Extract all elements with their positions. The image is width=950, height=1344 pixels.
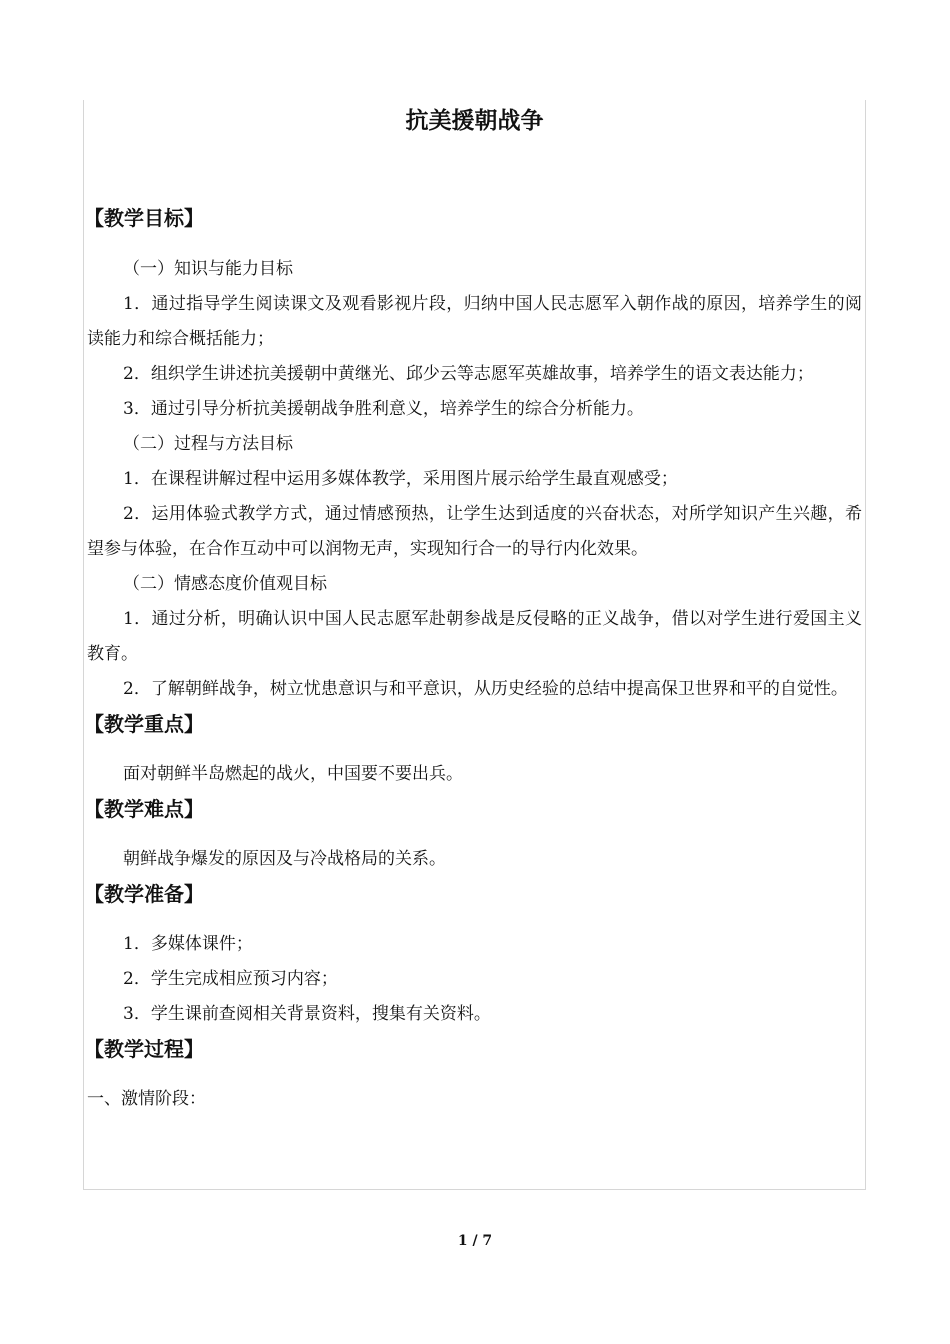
document-title: 抗美援朝战争: [405, 108, 544, 134]
objective-paragraph: 2．运用体验式教学方式，通过情感预热，让学生达到适度的兴奋状态，对所学知识产生兴趣，希望参与体验，在合作互动中可以润物无声，实现知行合一的导行内化效果。: [87, 504, 862, 559]
objective-paragraph: 1．通过指导学生阅读课文及观看影视片段，归纳中国人民志愿军入朝作战的原因，培养学生的阅读能力和综合概括能力；: [87, 294, 862, 349]
objective-paragraph: 2．组织学生讲述抗美援朝中黄继光、邱少云等志愿军英雄故事，培养学生的语文表达能力；: [123, 364, 814, 384]
objective-paragraph: 3．通过引导分析抗美援朝战争胜利意义，培养学生的综合分析能力。: [123, 399, 644, 419]
preparation-item: 3．学生课前查阅相关背景资料，搜集有关资料。: [123, 1004, 491, 1024]
heading-preparation: 【教学准备】: [84, 882, 204, 906]
objective-subheading-2: （二）过程与方法目标: [123, 434, 293, 454]
heading-objectives: 【教学目标】: [84, 206, 204, 230]
heading-difficulties: 【教学难点】: [84, 797, 204, 821]
objective-subheading-1: （一）知识与能力目标: [123, 259, 293, 279]
objective-paragraph: 1．在课程讲解过程中运用多媒体教学，采用图片展示给学生最直观感受；: [123, 469, 678, 489]
objective-subheading-3: （二）情感态度价值观目标: [123, 574, 327, 594]
objective-paragraph: 1．通过分析，明确认识中国人民志愿军赴朝参战是反侵略的正义战争，借以对学生进行爱国主义教育。: [87, 609, 862, 664]
key-points-text: 面对朝鲜半岛燃起的战火，中国要不要出兵。: [123, 764, 463, 784]
preparation-item: 2．学生完成相应预习内容；: [123, 969, 338, 989]
document-body: [84, 100, 862, 1117]
spacer: [87, 139, 862, 201]
heading-process: 【教学过程】: [84, 1037, 204, 1061]
objective-paragraph: 2．了解朝鲜战争，树立忧患意识与和平意识，从历史经验的总结中提高保卫世界和平的自觉性。: [123, 679, 848, 699]
page-number: 1 / 7: [457, 1233, 493, 1249]
heading-key-points: 【教学重点】: [84, 712, 204, 736]
process-step: 一、激情阶段：: [87, 1089, 206, 1109]
difficulties-text: 朝鲜战争爆发的原因及与冷战格局的关系。: [123, 849, 446, 869]
preparation-item: 1．多媒体课件；: [123, 934, 253, 954]
